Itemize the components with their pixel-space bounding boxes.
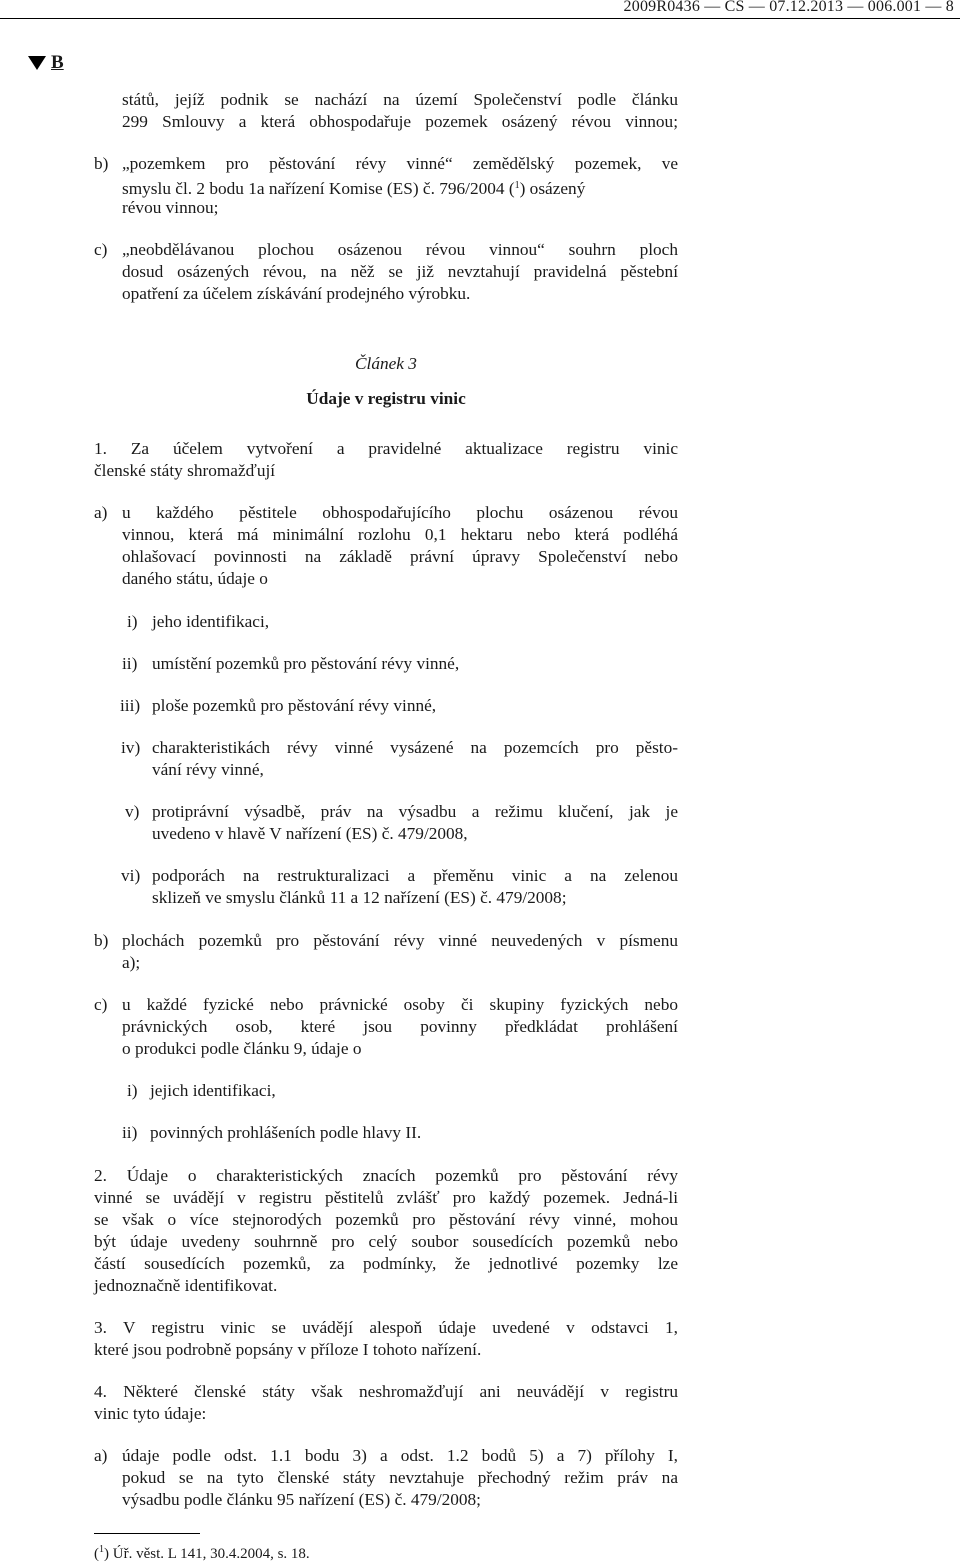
- subitem-label: vi): [121, 866, 141, 885]
- item-line: u každé fyzické nebo právnické osoby či skupiny fyzických nebo: [122, 995, 678, 1014]
- paragraph-line: 2. Údaje o charakteristických znacích pozemků pro pěstování révy: [94, 1166, 678, 1185]
- subitem-label: i): [127, 1081, 138, 1100]
- item-line: o produkci podle článku 9, údaje o: [122, 1039, 362, 1058]
- amendment-marker: [28, 52, 64, 74]
- footnote-ref: 1: [514, 180, 520, 191]
- item-line: ohlašovací povinnosti na základě právní úpravy Společenství nebo: [122, 547, 678, 566]
- subitem-line: podporách na restrukturalizaci a přeměnu vinic a na zelenou: [152, 866, 678, 885]
- subitem-line: jejich identifikaci,: [150, 1081, 276, 1100]
- item-line: u každého pěstitele obhospodařujícího plochu osázenou révou: [122, 503, 678, 522]
- definition-line: opatření za účelem získávání prodejného výrobku.: [122, 284, 471, 303]
- paragraph-line: částí sousedících pozemků, za podmínky, že jednotlivé pozemky lze: [94, 1254, 678, 1273]
- definition-text: smyslu čl. 2 bodu 1a nařízení Komise (ES) č. 796/2004 (: [122, 179, 515, 198]
- item-line: výsadbu podle článku 95 nařízení (ES) č. 479/2008;: [122, 1490, 481, 1509]
- paragraph-line: vinic tyto údaje:: [94, 1404, 207, 1423]
- item-line: vinnou, která má minimální rozlohu 0,1 hektaru nebo která podléhá: [122, 525, 678, 544]
- paragraph-line: vinné se uvádějí v registru pěstitelů zvlášť pro každý pozemek. Jedná-li: [94, 1188, 678, 1207]
- item-line: právnických osob, které jsou povinny předkládat prohlášení: [122, 1017, 678, 1036]
- item-line: plochách pozemků pro pěstování révy vinné neuvedených v písmenu: [122, 931, 678, 950]
- subitem-line: vání révy vinné,: [152, 760, 264, 779]
- subitem-label: v): [125, 802, 140, 821]
- paragraph-line: členské státy shromažďují: [94, 461, 276, 480]
- item-label: a): [94, 503, 108, 522]
- article-title: Údaje v registru vinic: [306, 389, 466, 408]
- subitem-line: povinných prohlášeních podle hlavy II.: [150, 1123, 422, 1142]
- intro-line: 299 Smlouvy a která obhospodařuje pozemek osázený révou vinnou;: [122, 112, 678, 131]
- item-line: pokud se na tyto členské státy nevztahuje přechodný režim práv na: [122, 1468, 678, 1487]
- article-number: Článek 3: [355, 354, 417, 373]
- item-line: daného státu, údaje o: [122, 569, 268, 588]
- subitem-line: sklizeň ve smyslu článků 11 a 12 nařízení (ES) č. 479/2008;: [152, 888, 567, 907]
- paragraph-line: 1. Za účelem vytvoření a pravidelné aktualizace registru vinic: [94, 439, 678, 458]
- footnote-text: ) Úř. věst. L 141, 30.4.2004, s. 18.: [104, 1546, 310, 1562]
- triangle-down-icon: [28, 56, 46, 70]
- paragraph-line: 3. V registru vinic se uvádějí alespoň údaje uvedené v odstavci 1,: [94, 1318, 678, 1337]
- paragraph-line: být údaje uvedeny souhrnně pro celý soubor sousedících pozemků nebo: [94, 1232, 678, 1251]
- page-header: [0, 0, 960, 19]
- subitem-label: iv): [121, 738, 141, 757]
- subitem-line: uvedeno v hlavě V nařízení (ES) č. 479/2008,: [152, 824, 468, 843]
- paragraph-line: 4. Některé členské státy však neshromažďují ani neuvádějí v registru: [94, 1382, 678, 1401]
- subitem-line: protiprávní výsadbě, práv na výsadbu a režimu klučení, jak je: [152, 802, 678, 821]
- definition-line: „pozemkem pro pěstování révy vinné“ zemědělský pozemek, ve: [122, 154, 678, 173]
- intro-line: států, jejíž podnik se nachází na území Společenství podle článku: [122, 90, 678, 109]
- subitem-line: charakteristikách révy vinné vysázené na pozemcích pro pěsto-: [152, 738, 678, 757]
- subitem-line: jeho identifikaci,: [152, 612, 270, 631]
- subitem-line: ploše pozemků pro pěstování révy vinné,: [152, 696, 437, 715]
- item-label: a): [94, 1446, 108, 1465]
- definition-text: ) osázený: [519, 179, 586, 198]
- definition-line: „neobdělávanou plochou osázenou révou vinnou“ souhrn ploch: [122, 240, 678, 259]
- subitem-label: ii): [122, 1123, 138, 1142]
- footnote: ($^1$) Úř. věst. L 141, 30.4.2004, s. 18.: [94, 1544, 310, 1562]
- item-label: c): [94, 995, 108, 1014]
- paragraph-line: jednoznačně identifikovat.: [94, 1276, 278, 1295]
- paragraph-line: se však o více stejnorodých pozemků pro pěstování révy vinné, mohou: [94, 1210, 678, 1229]
- item-line: údaje podle odst. 1.1 bodu 3) a odst. 1.2 bodů 5) a 7) přílohy I,: [122, 1446, 678, 1465]
- footnote-number: 1: [99, 1544, 104, 1555]
- paragraph-line: které jsou podrobně popsány v příloze I tohoto nařízení.: [94, 1340, 482, 1359]
- definition-line: révou vinnou;: [122, 198, 219, 217]
- footnote-divider: [94, 1533, 200, 1534]
- item-label: b): [94, 931, 109, 950]
- document-reference: 2009R0436 — CS — 07.12.2013 — 006.001 — 8: [623, 0, 954, 15]
- item-line: a);: [122, 953, 141, 972]
- subitem-label: iii): [120, 696, 141, 715]
- marker-label: B: [51, 52, 64, 73]
- definition-line: dosud osázených révou, na něž se již nevztahují pravidelná pěstební: [122, 262, 678, 281]
- item-label: c): [94, 240, 108, 259]
- subitem-line: umístění pozemků pro pěstování révy vinné,: [152, 654, 460, 673]
- subitem-label: i): [127, 612, 138, 631]
- item-label: b): [94, 154, 109, 173]
- subitem-label: ii): [122, 654, 138, 673]
